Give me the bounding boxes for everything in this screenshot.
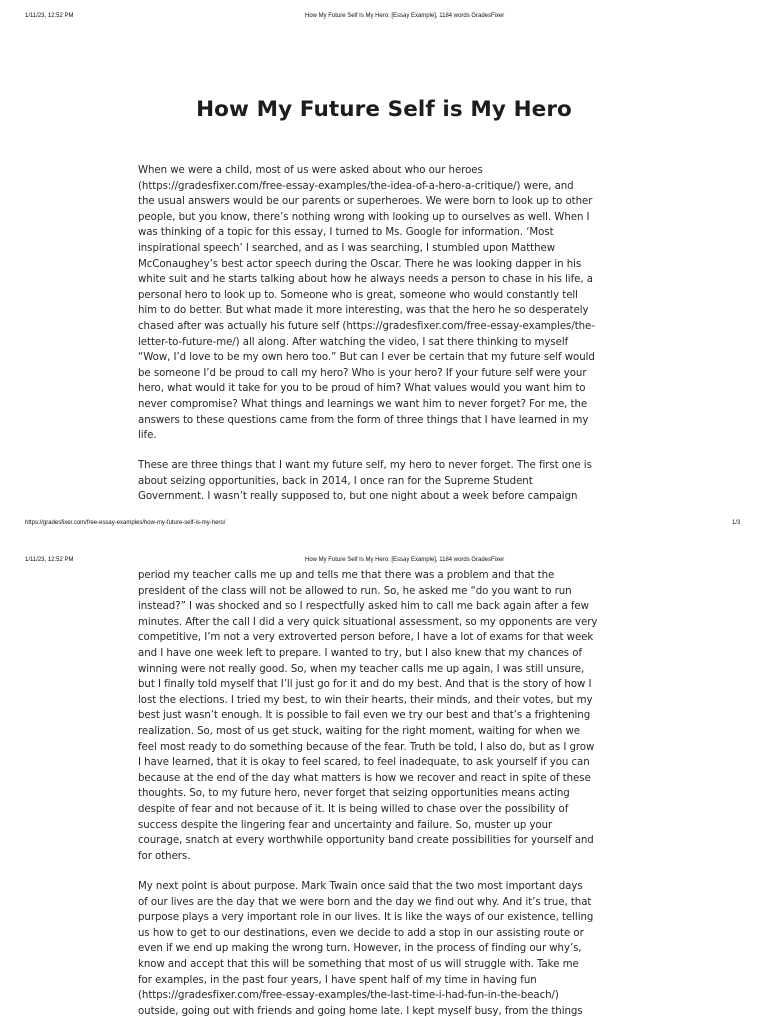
essay-title: How My Future Self is My Hero [196,97,572,122]
essay-paragraph: When we were a child, most of us were asked about who our heroes (https://gradesfixer.com/free-essay-examples/the-idea-of-a-hero-a-critique/) were, and the usual answers would be our parents or superheroes. We were born to look up to other people, but you know, there’s nothing wrong with looking up to ourselves as well. When I was thinking of a topic for this essay, I turned to Ms. Google for information. ‘Most inspirational speech’ I searched, and as I was searching, I stumbled upon Matthew McConaughey’s best actor speech during the Oscar. There he was looking dapper in his white suit and he starts talking about how he always needs a person to chase in his life, a personal hero to look up to. Someone who is great, someone who would constantly tell him to do better. But what made it more interesting, was that the hero he so desperately chased after was actually his future self (https://gradesfixer.com/free-essay-examples/the- letter-to-future-me/) all along. After watching the video, I sat there thinking to myself “Wow, I’d love to be my own hero too.” But can I ever be certain that my future self would be someone I’d be proud to call my hero? Who is your hero? If your future self were your hero, what would it take for you to be proud of him? What values would you want him to never compromise? What things and learnings we want him to never forget? For me, the answers to these questions came from the form of three things that I have learned in my life. [138,165,595,442]
print-footer-url: https://gradesfixer.com/free-essay-examples/how-my-future-self-is-my-hero/ [25,519,226,526]
print-header-title: How My Future Self Is My Hero: [Essay Example], 1184 words GradesFixer [305,12,505,19]
print-header-datetime: 1/11/23, 12:52 PM [25,12,74,19]
print-header-datetime: 1/11/23, 12:52 PM [25,556,74,563]
essay-paragraph: These are three things that I want my future self, my hero to never forget. The first one is about seizing opportunities, back in 2014, I once ran for the Supreme Student Government. I wasn’t really supposed to, but one night about a week before campaign [138,460,592,503]
pdf-page-2 [0,544,768,1024]
essay-paragraph: My next point is about purpose. Mark Twain once said that the two most important days of our lives are the day that we were born and the day we find out why. And it’s true, that purpose plays a very important role in our lives. It is like the ways of our existence, telling us how to get to our destinations, even we decide to add a stop in our assisting route or even if we end up making the wrong turn. However, in the process of finding our why’s, know and accept that this will be something that most of us will struggle with. Take me for examples, in the past four years, I have spent half of my time in having fun (https://gradesfixer.com/free-essay-examples/the-last-time-i-had-fun-in-the-beach/) outside, going out with friends and going home late. I kept myself busy, from the things [138,881,594,1017]
print-footer-page-number: 1/3 [732,519,741,526]
print-header-title: How My Future Self Is My Hero: [Essay Example], 1184 words GradesFixer [305,556,505,563]
essay-paragraph: period my teacher calls me up and tells me that there was a problem and that the president of the class will not be allowed to run. So, he asked me “do you want to run instead?” I was shocked and so I respectfully asked him to call me back again after a few minutes. After the call I did a very quick situational assessment, so my opponents are very competitive, I’m not a very extroverted person before, I have a lot of exams for that week and I have one week left to prepare. I wanted to try, but I also knew that my chances of winning were not really good. So, when my teacher calls me up again, I was still unsure, but I finally told myself that I’ll just go for it and do my best. And that is the story of how I lost the elections. I tried my best, to win their hearts, their minds, and their votes, but my best just wasn’t enough. It is possible to fail even we try our best and that’s a frightening realization. So, most of us get stuck, waiting for the right moment, waiting for when we feel most ready to do something because of the fear. Truth be told, I also do, but as I grow I have learned, that it is okay to feel scared, to feel inadequate, to ask yourself if you can because at the end of the day what matters is how we recover and react in spite of these thoughts. So, to my future hero, never forget that seizing opportunities means acting despite of fear and not because of it. It is being willed to chase over the possibility of success despite the lingering fear and uncertainty and failure. So, muster up your courage, snatch at every worthwhile opportunity band create possibilities for yourself and for others. [138,570,598,862]
